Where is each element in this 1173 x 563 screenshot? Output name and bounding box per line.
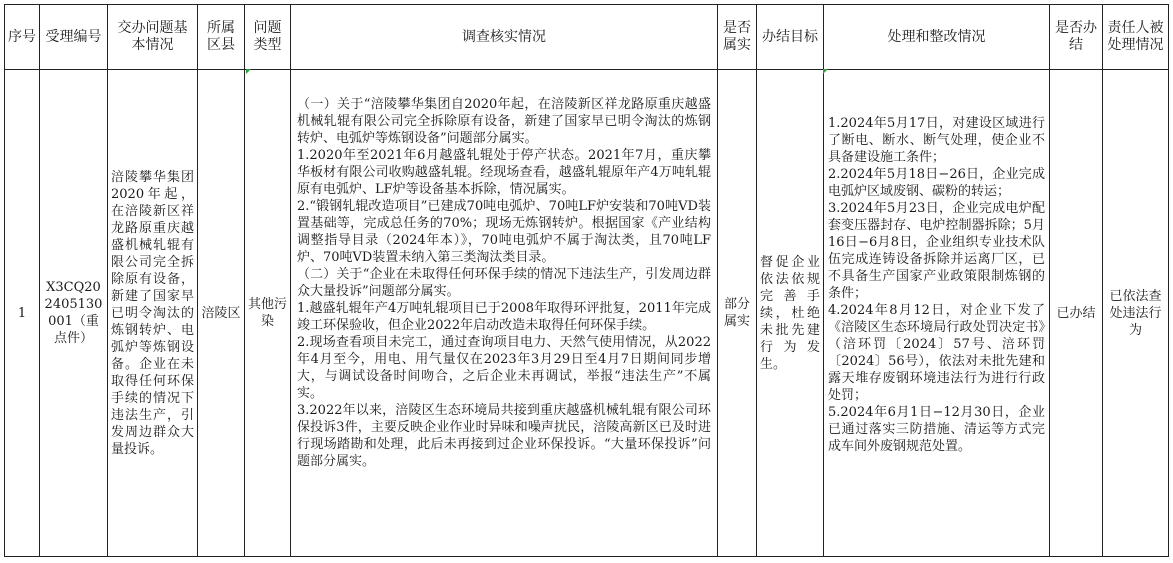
- investigation-para: 3.2022年以来，涪陵区生态环境局共接到重庆越盛机械轧辊有限公司环保投诉3件，主要反映企业作业时异味和噪声扰民，涪陵高新区已及时进行现场踏勘和处理，此后未再接到过企业环保投诉。“大量环保投诉”问题部分属实。: [297, 403, 711, 469]
- header-verified: 是否属实: [718, 5, 757, 70]
- header-type: 问题类型: [245, 5, 291, 70]
- cell-issue: 涪陵攀华集团2020年起，在涪陵新区祥龙路原重庆越盛机械轧辊有限公司完全拆除原有设备，新建了国家早已明令淘汰的炼钢转炉、电弧炉等炼钢设备。企业在未取得任何环保手续的情况下违法生产，引发周边群众大量投诉。: [108, 70, 198, 557]
- cell-accountability: 已依法查处违法行为: [1103, 70, 1169, 557]
- investigation-para: （二）关于“企业在未取得任何环保手续的情况下违法生产，引发周边群众大量投诉”问题部分属实。: [297, 267, 711, 299]
- cell-seq: 1: [5, 70, 40, 557]
- cell-investigation: [291, 70, 718, 557]
- cell-type: 其他污染: [245, 70, 291, 557]
- header-accountability: 责任人被处理情况: [1103, 5, 1169, 70]
- header-district: 所属区县: [198, 5, 245, 70]
- header-investigation: 调查核实情况: [291, 5, 718, 70]
- cell-verified: 部分属实: [718, 70, 757, 557]
- investigation-para: 1.越盛轧辊年产4万吨轧辊项目已于2008年取得环评批复，2011年完成竣工环保验收，但企业2022年启动改造未取得任何环保手续。: [297, 301, 711, 333]
- complaint-table: [4, 4, 1169, 557]
- header-goal: 办结目标: [757, 5, 824, 70]
- investigation-para: 1.2020年至2021年6月越盛轧辊处于停产状态。2021年7月，重庆攀华板材有限公司收购越盛轧辊。经现场查看，越盛轧辊原年产4万吨轧辊原有电弧炉、LF炉等设备基本拆除，情况属实。: [297, 148, 711, 197]
- investigation-para: 2.现场查看项目未完工，通过查询项目电力、天然气使用情况，从2022年4月至今，用电、用气量仅在2023年3月29日至4月7日期间同步增大，与调试设备时间吻合，之后企业未再调试，举报“违法生产”不属实。: [297, 335, 711, 401]
- investigation-para: （一）关于“涪陵攀华集团自2020年起，在涪陵新区祥龙路原重庆越盛机械轧辊有限公司完全拆除原有设备，新建了国家早已明令淘汰的炼钢转炉、电弧炉等炼钢设备”问题部分属实。: [297, 97, 711, 146]
- header-closed: 是否办结: [1050, 5, 1103, 70]
- cell-comment-marker: [823, 69, 828, 74]
- header-case-no: 受理编号: [40, 5, 108, 70]
- handling-para: 1.2024年5月17日，对建设区域进行了断电、断水、断气处理，使企业不具备建设施工条件；: [828, 116, 1045, 165]
- handling-para: 2.2024年5月18日−26日，企业完成电弧炉区域废钢、碳粉的转运；: [828, 167, 1045, 199]
- cell-goal: 督促企业依法依规完善手续，杜绝未批先建行为发生。: [757, 70, 824, 557]
- handling-para: 5.2024年6月1日−12月30日，企业已通过落实三防措施、清运等方式完成车间外废钢规范处置。: [828, 405, 1045, 454]
- table-row: [5, 70, 1169, 557]
- cell-district: 涪陵区: [198, 70, 245, 557]
- cell-comment-marker: [246, 69, 251, 74]
- header-row: [5, 5, 1169, 70]
- handling-para: 4.2024年8月12日，对企业下发了《涪陵区生态环境局行政处罚决定书》（涪环罚〔2024〕57号、涪环罚〔2024〕56号），依法对未批先建和露天堆存废钢环境违法行为进行行政处罚；: [828, 303, 1045, 403]
- header-issue: 交办问题基本情况: [108, 5, 198, 70]
- cell-case-no: X3CQ202405130001（重点件）: [40, 70, 108, 557]
- cell-handling: [824, 70, 1050, 557]
- header-seq: 序号: [5, 5, 40, 70]
- header-handling: 处理和整改情况: [824, 5, 1050, 70]
- handling-para: 3.2024年5月23日，企业完成电炉配套变压器封存、电炉控制器拆除；5月16日−6月8日，企业组织专业技术队伍完成连铸设备拆除并运离厂区，已不具备生产国家产业政策限制炼钢的条件；: [828, 201, 1045, 301]
- cell-closed: 已办结: [1050, 70, 1103, 557]
- investigation-para: 2.“锻钢轧辊改造项目”已建成70吨电弧炉、70吨LF炉安装和70吨VD装置基础等，完成总任务的70%；现场无炼钢转炉。根据国家《产业结构调整指导目录（2024年本）》，70吨电弧炉不属于淘汰类，且70吨LF炉、70吨VD装置未纳入第三类淘汰类目录。: [297, 199, 711, 265]
